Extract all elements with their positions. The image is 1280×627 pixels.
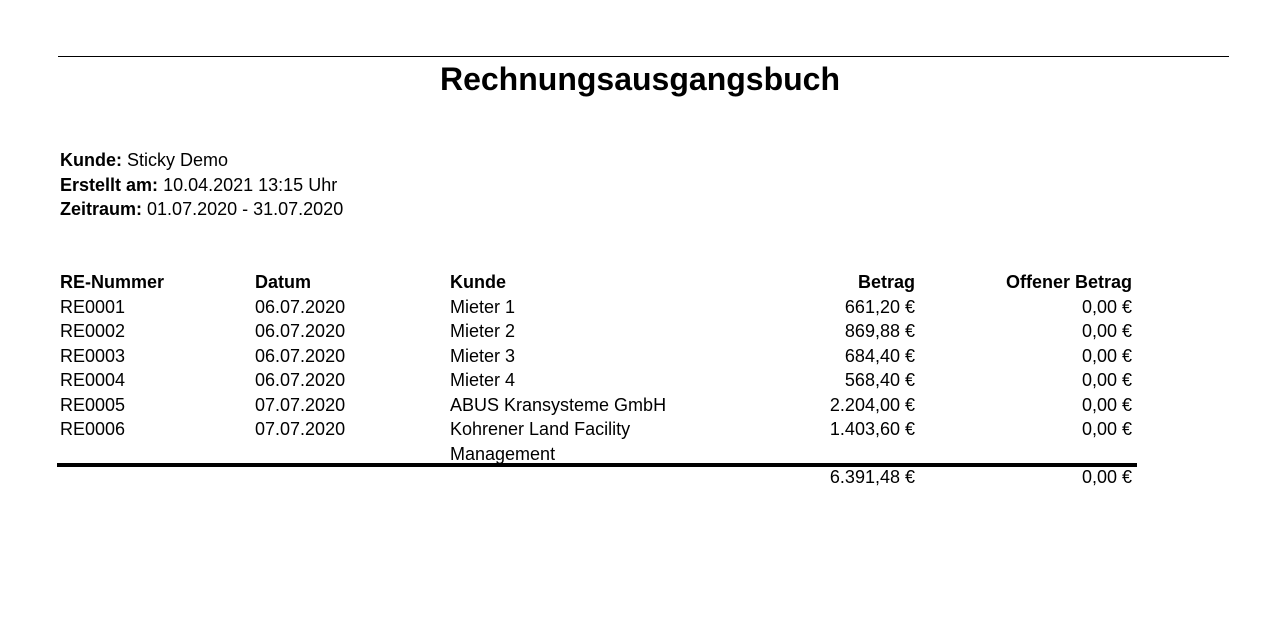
cell-open-amount: 0,00 € <box>1081 321 1132 341</box>
table-row <box>60 417 1136 466</box>
header-date: Datum <box>255 272 312 292</box>
meta-customer-value: Sticky Demo <box>127 150 229 170</box>
table-row <box>60 393 1136 418</box>
cell-amount: 869,88 € <box>844 321 915 341</box>
cell-date: 06.07.2020 <box>255 296 346 317</box>
cell-amount: 568,40 € <box>844 370 915 390</box>
cell-amount: 2.204,00 € <box>829 394 915 415</box>
total-amount: 6.391,48 € <box>829 467 915 487</box>
cell-invoice-number: RE0004 <box>60 370 126 390</box>
meta-period <box>60 197 343 222</box>
table-header-row <box>60 270 1136 295</box>
cell-invoice-number: RE0001 <box>60 296 126 317</box>
meta-created-label: Erstellt am: <box>60 174 159 195</box>
cell-open-amount: 0,00 € <box>1081 370 1132 390</box>
cell-amount: 661,20 € <box>844 296 915 317</box>
table-row <box>60 295 1136 320</box>
header-open-amount: Offener Betrag <box>1005 272 1132 292</box>
cell-customer: Mieter 2 <box>450 321 516 341</box>
cell-date: 06.07.2020 <box>255 370 346 390</box>
cell-open-amount: 0,00 € <box>1081 419 1132 439</box>
cell-customer: ABUS Kransysteme GmbH <box>450 394 667 415</box>
report-meta <box>60 148 343 222</box>
cell-date: 06.07.2020 <box>255 321 346 341</box>
cell-customer: Kohrener Land Facility Management <box>450 419 631 464</box>
cell-invoice-number: RE0003 <box>60 345 126 366</box>
totals-row <box>60 465 1136 490</box>
cell-date: 07.07.2020 <box>255 394 346 415</box>
cell-amount: 1.403,60 € <box>829 419 915 439</box>
meta-customer-label: Kunde: <box>60 150 122 170</box>
cell-invoice-number: RE0005 <box>60 394 126 415</box>
meta-created-value: 10.04.2021 13:15 Uhr <box>163 174 338 195</box>
cell-date: 07.07.2020 <box>255 419 346 439</box>
cell-customer: Mieter 4 <box>450 370 516 390</box>
header-customer: Kunde <box>450 272 506 292</box>
cell-open-amount: 0,00 € <box>1081 345 1132 366</box>
header-invoice-number: RE-Nummer <box>60 272 165 292</box>
cell-open-amount: 0,00 € <box>1081 296 1132 317</box>
invoice-table <box>60 270 1136 466</box>
total-open-amount: 0,00 € <box>1081 467 1132 487</box>
cell-invoice-number: RE0006 <box>60 419 126 439</box>
meta-period-label: Zeitraum: <box>60 199 143 219</box>
cell-invoice-number: RE0002 <box>60 321 126 341</box>
top-divider <box>58 56 1229 57</box>
cell-date: 06.07.2020 <box>255 345 346 366</box>
table-row <box>60 368 1136 393</box>
meta-customer <box>60 148 343 173</box>
document-title: Rechnungsausgangsbuch <box>439 61 841 97</box>
table-row <box>60 344 1136 369</box>
cell-customer: Mieter 3 <box>450 345 516 366</box>
cell-customer: Mieter 1 <box>450 296 516 317</box>
meta-created <box>60 173 343 198</box>
table-row <box>60 319 1136 344</box>
header-amount: Betrag <box>857 272 915 292</box>
cell-open-amount: 0,00 € <box>1081 394 1132 415</box>
meta-period-value: 01.07.2020 - 31.07.2020 <box>147 199 344 219</box>
cell-amount: 684,40 € <box>844 345 915 366</box>
